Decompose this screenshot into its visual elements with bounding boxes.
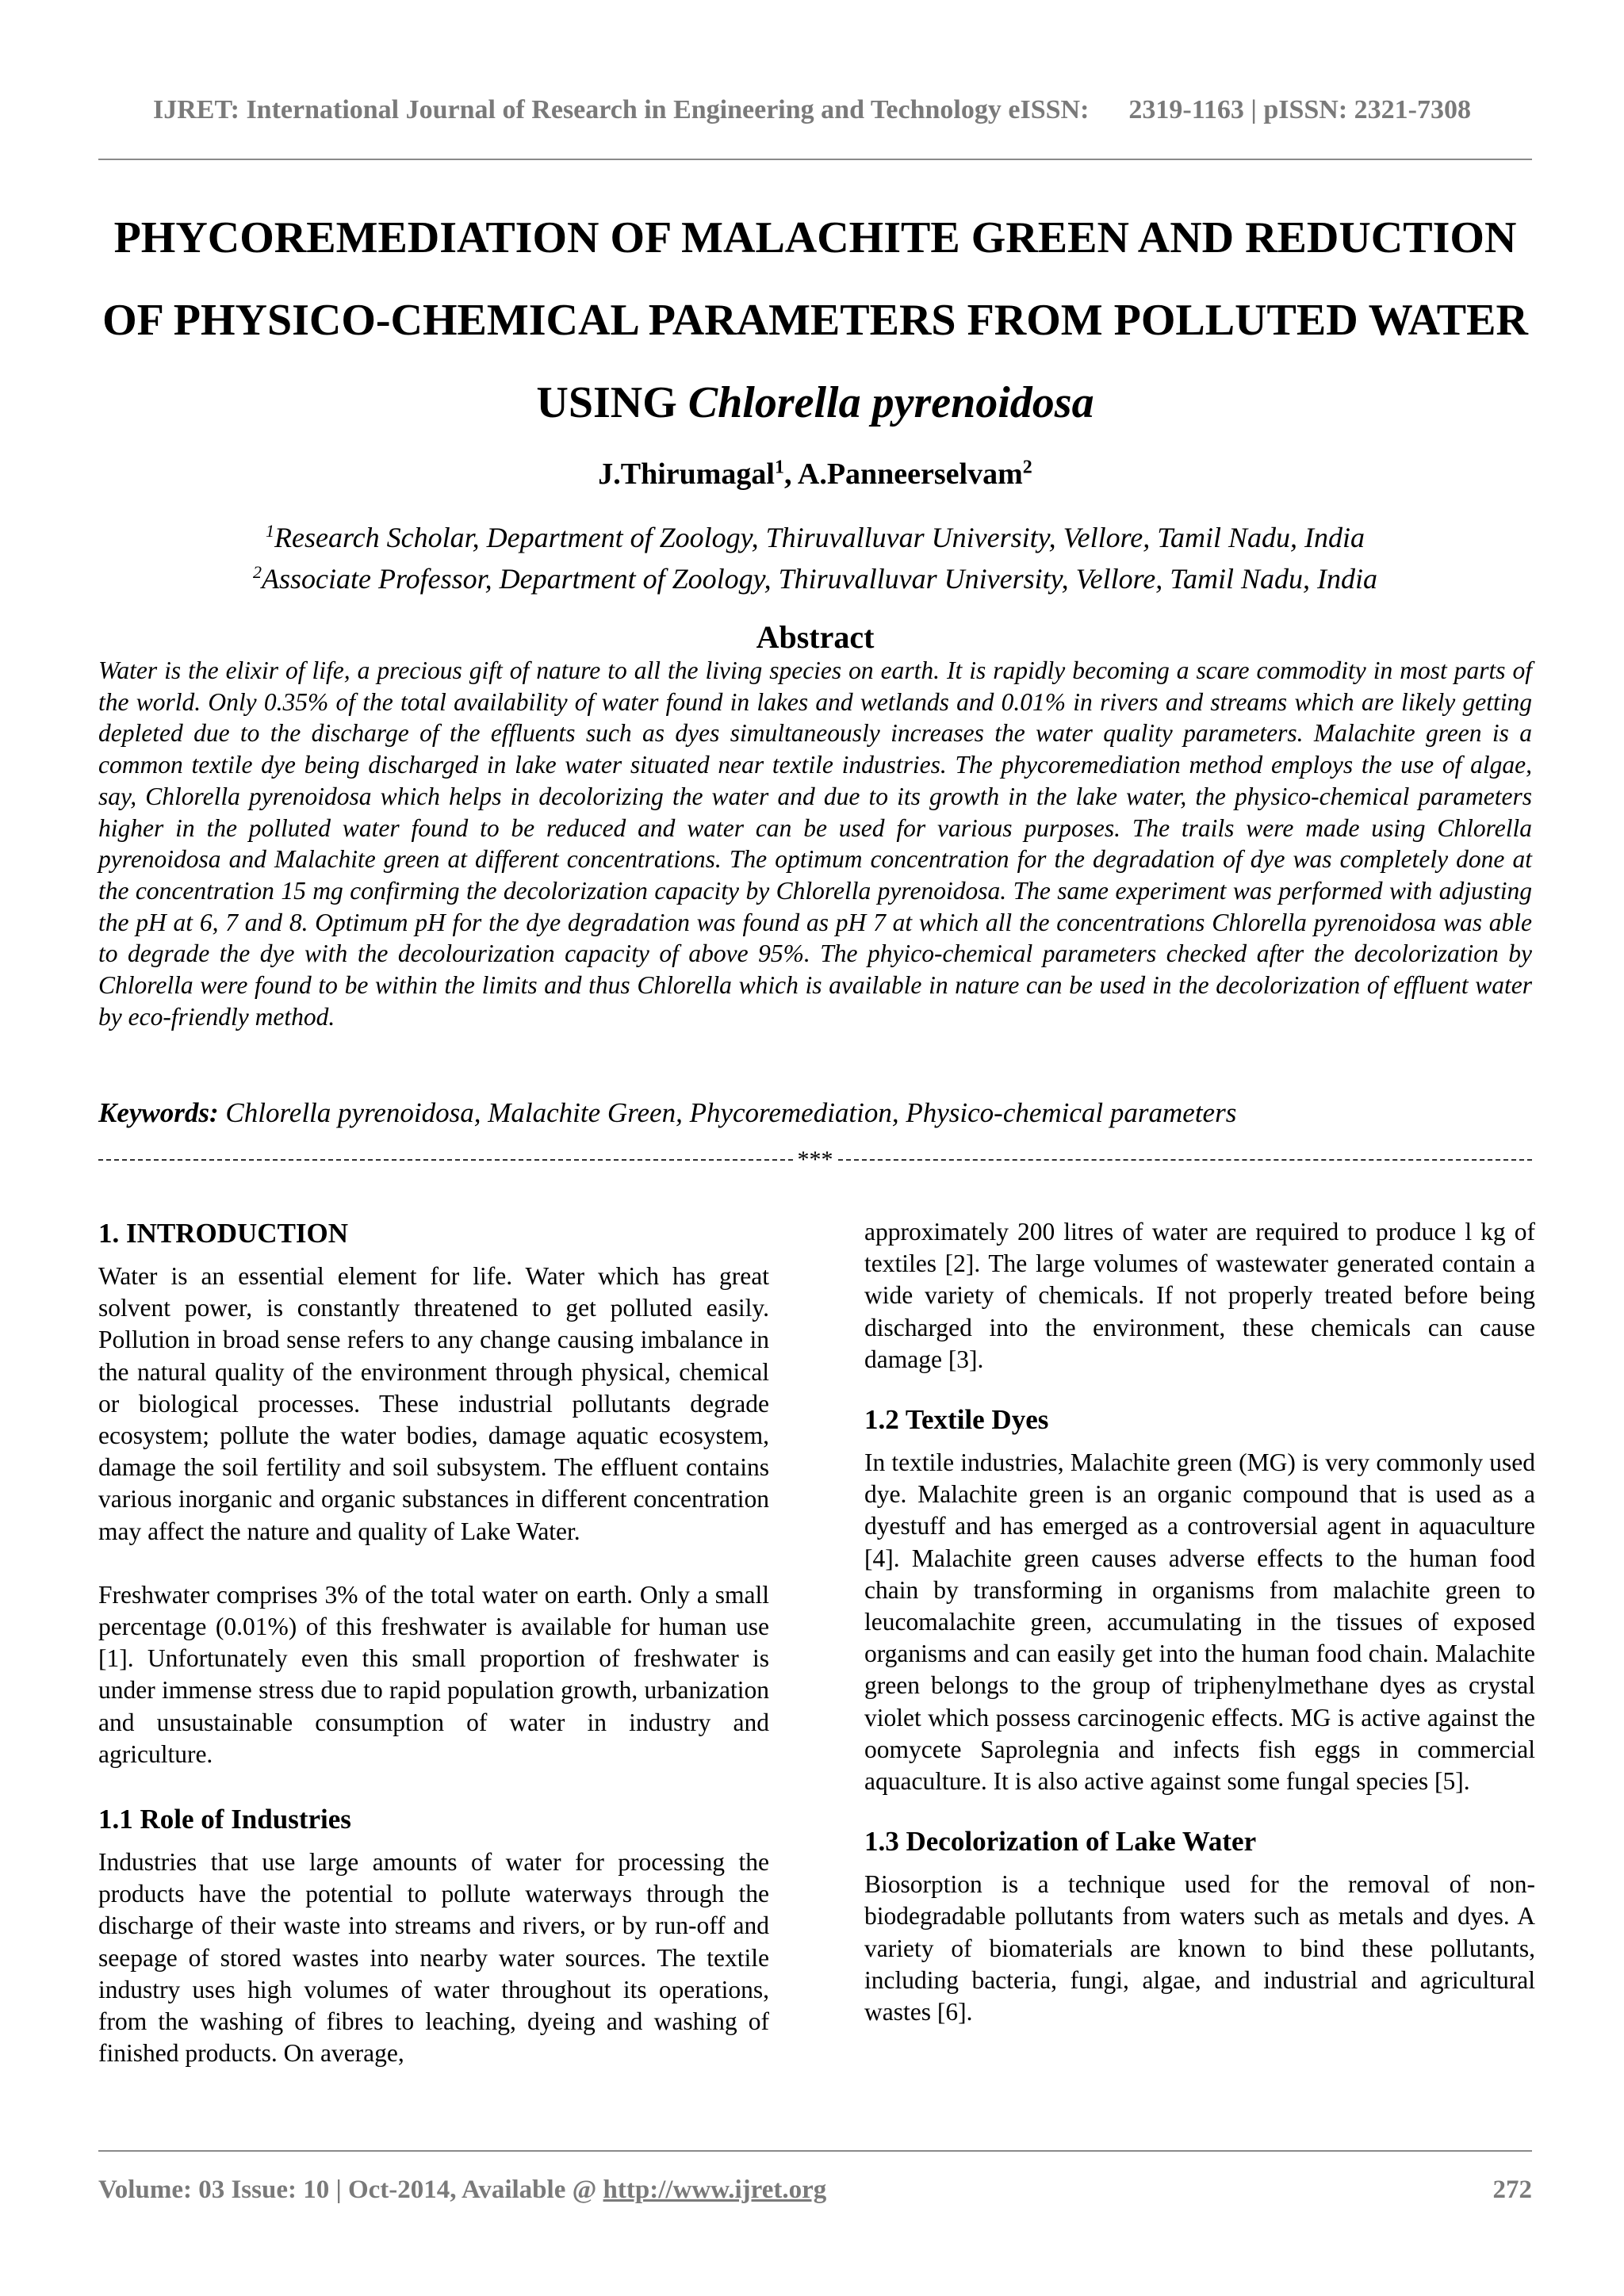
continued-paragraph: approximately 200 litres of water are required to produce l kg of textiles [2]. The large volumes of wastewater generated contain a wide variety of chemicals. If not properly treated before being discharged into the environment, these chemicals can cause damage [3]. xyxy=(864,1218,1535,1373)
affiliation-1 xyxy=(98,514,1532,555)
decolorization-heading: 1.3 Decolorization of Lake Water xyxy=(864,1826,1257,1858)
title-line-1: PHYCOREMEDIATION OF MALACHITE GREEN AND REDUCTION xyxy=(113,213,1517,262)
textile-dyes-paragraph: In textile industries, Malachite green (MG) is very commonly used dye. Malachite green is an organic compound that is used as a dyestuff and has emerged as a controversial agent in aquaculture [4]. Malachite green causes adverse effects to the human food chain by transforming in organisms from malachite green to leucomalachite green, accumulating in the tissues of exposed organisms and can easily get into the human food chain. Malachite green belongs to the group of triphenylmethane dyes as crystal violet which possess carcinogenic effects. MG is active against the oomycete Saprolegnia and infects fish eggs in commercial aquaculture. It is also active against some fungal species [5]. xyxy=(864,1448,1535,1796)
affiliation-1-text: Research Scholar, Department of Zoology, Thiruvalluvar University, Vellore, Tamil Nadu, India xyxy=(274,522,1365,553)
author-separator: , xyxy=(783,457,798,491)
role-of-industries-heading: 1.1 Role of Industries xyxy=(98,1804,351,1835)
separator-dash-right xyxy=(838,1159,1533,1161)
author-1-sup: 1 xyxy=(774,457,784,478)
title-using: USING xyxy=(536,378,677,427)
title-line-2: OF PHYSICO-CHEMICAL PARAMETERS FROM POLLUTED WATER xyxy=(102,296,1528,345)
page-number: 272 xyxy=(1492,2175,1532,2204)
introduction-heading: 1. INTRODUCTION xyxy=(98,1218,349,1249)
abstract-heading: Abstract xyxy=(756,619,875,655)
separator-stars: *** xyxy=(797,1146,833,1173)
introduction-paragraph-2: Freshwater comprises 3% of the total water on earth. Only a small percentage (0.01%) of this freshwater is available for human use [1]. Unfortunately even this small proportion of freshwater is under immense stress due to rapid population growth, urbanization and unsustainable consumption of water in industry and agriculture. xyxy=(98,1580,769,1768)
introduction-paragraph-1: Water is an essential element for life. Water which has great solvent power, is constantly threatened to get polluted easily. Pollution in broad sense refers to any change causing imbalance in the natural quality of the environment through physical, chemical or biological processes. These industrial pollutants degrade ecosystem; pollute the water bodies, damage aquatic ecosystem, damage the soil fertility and soil subsystem. The effluent contains various inorganic and organic substances in different concentration may affect the nature and quality of Lake Water. xyxy=(98,1262,769,1545)
keywords-text: Chlorella pyrenoidosa, Malachite Green, Phycoremediation, Physico-chemical parameters xyxy=(225,1097,1237,1128)
decolorization-paragraph: Biosorption is a technique used for the removal of non-biodegradable pollutants from waters such as metals and dyes. A variety of biomaterials are known to bind these pollutants, including bacteria, fungi, algae, and industrial and agricultural wastes [6]. xyxy=(864,1870,1535,2026)
affiliation-2-sup: 2 xyxy=(253,562,262,582)
page-footer xyxy=(98,2175,1532,2205)
header-rule xyxy=(98,159,1532,160)
textile-dyes-heading: 1.2 Textile Dyes xyxy=(864,1404,1049,1436)
authors xyxy=(98,457,1532,492)
title-line-3 xyxy=(98,362,1532,444)
footer-volume xyxy=(98,2175,826,2205)
affiliation-1-sup: 1 xyxy=(266,521,275,541)
right-column xyxy=(864,1216,1535,2060)
author-1: J.Thirumagal xyxy=(598,457,775,491)
author-2: A.Panneerselvam xyxy=(797,457,1023,491)
affiliations xyxy=(98,514,1532,596)
footer-rule xyxy=(98,2150,1532,2152)
left-column xyxy=(98,1216,769,2101)
journal-header xyxy=(0,95,1624,125)
title-species: Chlorella pyrenoidosa xyxy=(688,378,1094,427)
role-of-industries-paragraph: Industries that use large amounts of water for processing the products have the potential to pollute waterways through the discharge of their waste into streams and rivers, or by run-off and seepage of stored wastes into nearby water sources. The textile industry uses high volumes of water throughout its operations, from the washing of fibres to leaching, dyeing and washing of finished products. On average, xyxy=(98,1848,769,2068)
journal-name: IJRET: International Journal of Research in Engineering and Technology eISSN: xyxy=(153,95,1090,124)
affiliation-2-text: Associate Professor, Department of Zoology, Thiruvalluvar University, Vellore, Tamil Nadu, India xyxy=(262,563,1377,595)
section-separator xyxy=(98,1146,1532,1173)
footer-volume-text: Volume: 03 Issue: 10 | Oct-2014, Available @ xyxy=(98,2175,603,2204)
author-2-sup: 2 xyxy=(1022,457,1032,478)
paper-title xyxy=(98,197,1532,444)
journal-url-link[interactable]: http://www.ijret.org xyxy=(603,2175,827,2204)
keywords xyxy=(98,1097,1532,1129)
abstract-text: Water is the elixir of life, a precious gift of nature to all the living species on earth. It is rapidly becoming a scare commodity in most parts of the world. Only 0.35% of the total availability of water found in lakes and wetlands and 0.01% in rivers and streams which are likely getting depleted due to the discharge of the effluents such as dyes simultaneously increases the water quality parameters. Malachite green is a common textile dye being discharged in lake water situated near textile industries. The phycoremediation method employs the use of algae, say, Chlorella pyrenoidosa which helps in decolorizing the water and due to its growth in the lake water, the physico-chemical parameters higher in the polluted water found to be reduced and water can be used for various purposes. The trails were made using Chlorella pyrenoidosa and Malachite green at different concentrations. The optimum concentration for the degradation of dye was completely done at the concentration 15 mg confirming the decolorization capacity by Chlorella pyrenoidosa. The same experiment was performed with adjusting the pH at 6, 7 and 8. Optimum pH for the dye degradation was found as pH 7 at which all the concentrations Chlorella pyrenoidosa was able to degrade the dye with the decolourization capacity of above 95%. The phyico-chemical parameters checked after the decolorization by Chlorella were found to be within the limits and thus Chlorella which is available in nature can be used in the decolorization of effluent water by eco-friendly method. xyxy=(98,656,1532,1031)
separator-dash-left xyxy=(98,1159,793,1161)
journal-issn: 2319-1163 | pISSN: 2321-7308 xyxy=(1128,95,1471,124)
keywords-label: Keywords: xyxy=(98,1097,219,1128)
affiliation-2 xyxy=(98,555,1532,596)
